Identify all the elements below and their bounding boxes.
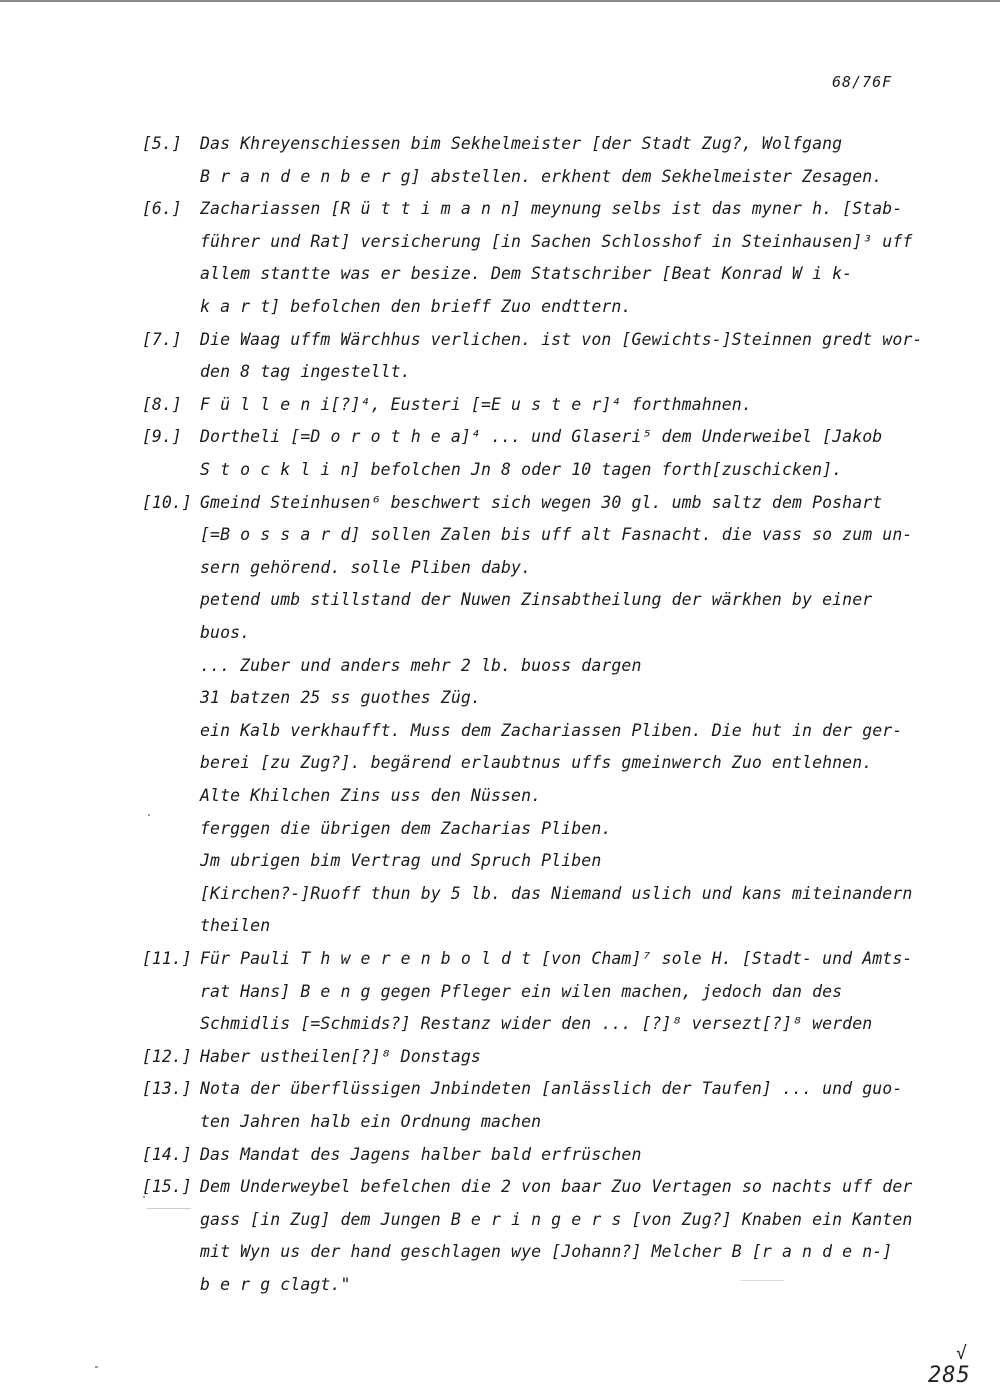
- text-line: Haber ustheilen[?]⁸ Donstags: [200, 1046, 481, 1066]
- text-line: theilen: [200, 916, 271, 936]
- text-line: allem stantte was er besize. Dem Statschriber [Beat Konrad W i k-: [200, 264, 853, 284]
- scan-speck: [143, 1196, 145, 1198]
- entry-text: [200, 943, 930, 1041]
- text-line: Jm ubrigen bim Vertrag und Spruch Pliben: [200, 851, 602, 871]
- entry-number: [9.]: [142, 427, 182, 447]
- entry-number: [8.]: [142, 394, 182, 414]
- text-line: Dortheli [=D o r o t h e a]⁴ ... und Glaseri⁵ dem Underweibel [Jakob: [200, 427, 883, 447]
- text-line: Alte Khilchen Zins uss den Nüssen.: [200, 785, 542, 805]
- text-line: b e r g clagt.": [200, 1274, 351, 1294]
- text-line: ten Jahren halb ein Ordnung machen: [200, 1111, 542, 1131]
- text-line: Das Khreyenschiessen bim Sekhelmeister [der Stadt Zug?, Wolfgang: [200, 134, 843, 153]
- text-line: [=B o s s a r d] sollen Zalen bis uff alt Fasnacht. die vass so zum un-: [200, 525, 913, 545]
- text-line: Das Mandat des Jagens halber bald erfrüschen: [200, 1144, 642, 1164]
- text-line: Zachariassen [R ü t t i m a n n] meynung selbs ist das myner h. [Stab-: [200, 199, 903, 219]
- text-line: S t o c k l i n] befolchen Jn 8 oder 10 tagen forth[zuschicken].: [200, 459, 843, 479]
- scan-speck: [148, 814, 150, 816]
- entry-number: [10.]: [142, 492, 192, 512]
- entry-number: [14.]: [142, 1144, 192, 1164]
- entry-number: [6.]: [142, 199, 182, 219]
- text-line: ... Zuber und anders mehr 2 lb. buoss dargen: [200, 655, 642, 675]
- text-line: Nota der überflüssigen Jnbindeten [anlässlich der Taufen] ... und guo-: [200, 1079, 903, 1099]
- entry-number: [12.]: [142, 1046, 192, 1066]
- text-line: k a r t] befolchen den brieff Zuo endttern.: [200, 296, 632, 316]
- page-reference: 68/76F: [832, 73, 893, 91]
- text-line: F ü l l e n i[?]⁴, Eusteri [=E u s t e r]⁴ forthmahnen.: [200, 394, 752, 414]
- text-line: führer und Rat] versicherung [in Sachen Schlosshof in Steinhausen]³ uff: [200, 231, 913, 251]
- text-line: Die Waag uffm Wärchhus verlichen. ist von [Gewichts-]Steinnen gredt wor-: [200, 329, 923, 349]
- entry-number: [5.]: [142, 134, 182, 153]
- handwritten-folio-number: 285: [928, 1363, 971, 1388]
- entry-number: [7.]: [142, 329, 182, 349]
- entry-text: [200, 324, 930, 389]
- entry-text: [200, 421, 930, 486]
- entry-text: [200, 1041, 930, 1074]
- scan-speck: [740, 1280, 784, 1281]
- text-line: ein Kalb verkhaufft. Muss dem Zachariassen Pliben. Die hut in der ger-: [200, 720, 903, 740]
- entry-number: [11.]: [142, 949, 192, 968]
- text-line: gass [in Zug] dem Jungen B e r i n g e r s [von Zug?] Knaben ein Kanten: [200, 1209, 913, 1229]
- text-line: B r a n d e n b e r g] abstellen. erkhent dem Sekhelmeister Zesagen.: [200, 166, 883, 186]
- text-line: sern gehörend. solle Pliben daby.: [200, 557, 532, 577]
- scan-speck: [147, 1208, 191, 1209]
- entry-text: [200, 128, 930, 193]
- entry-number: [15.]: [142, 1177, 192, 1197]
- entry-text: [200, 1171, 930, 1301]
- text-line: Für Pauli T h w e r e n b o l d t [von Cham]⁷ sole H. [Stadt- und Amts-: [200, 949, 913, 968]
- entry-text: [200, 487, 930, 943]
- text-line: mit Wyn us der hand geschlagen wye [Johann?] Melcher B [r a n d e n-]: [200, 1242, 893, 1262]
- entry-text: [200, 1073, 930, 1138]
- scan-speck: [95, 1366, 98, 1368]
- text-line: den 8 tag ingestellt.: [200, 362, 411, 382]
- entry-text: [200, 1139, 930, 1172]
- entry-text: [200, 193, 930, 323]
- text-line: berei [zu Zug?]. begärend erlaubtnus uffs gmeinwerch Zuo entlehnen.: [200, 753, 873, 773]
- text-line: Dem Underweybel befelchen die 2 von baar Zuo Vertagen so nachts uff der: [200, 1177, 913, 1197]
- text-line: buos.: [200, 622, 251, 642]
- text-line: [Kirchen?-]Ruoff thun by 5 lb. das Niemand uslich und kans miteinandern: [200, 883, 913, 903]
- scan-top-edge: [0, 0, 1000, 2]
- handwritten-check-mark: √: [956, 1343, 967, 1364]
- text-line: 31 batzen 25 ss guothes Züg.: [200, 688, 481, 708]
- text-line: rat Hans] B e n g gegen Pfleger ein wilen machen, jedoch dan des: [200, 981, 843, 1001]
- text-line: Schmidlis [=Schmids?] Restanz wider den ... [?]⁸ versezt[?]⁸ werden: [200, 1014, 873, 1034]
- text-line: Gmeind Steinhusen⁶ beschwert sich wegen 30 gl. umb saltz dem Poshart: [200, 492, 883, 512]
- text-line: petend umb stillstand der Nuwen Zinsabtheilung der wärkhen by einer: [200, 590, 873, 610]
- entry-number: [13.]: [142, 1079, 192, 1099]
- entry-text: [200, 389, 930, 422]
- text-line: ferggen die übrigen dem Zacharias Pliben.: [200, 818, 612, 838]
